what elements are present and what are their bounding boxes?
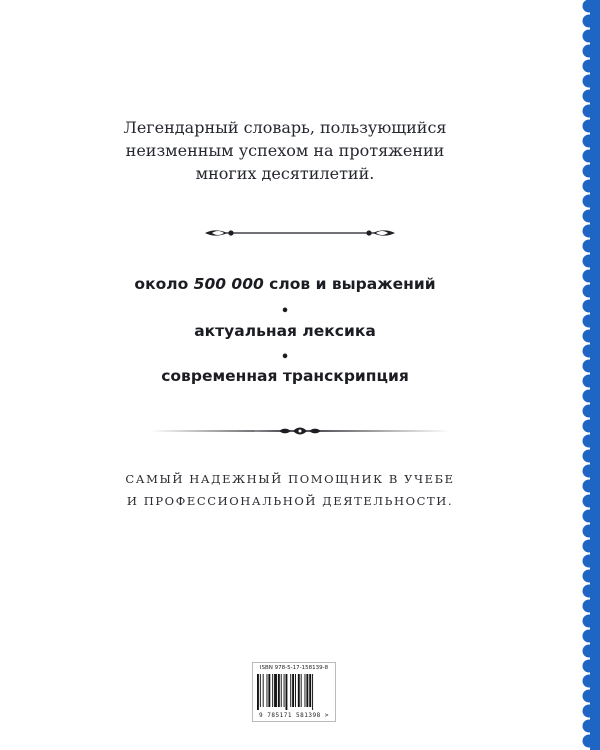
scallop <box>583 630 596 643</box>
scallop <box>583 645 596 658</box>
intro-line-2: неизменным успехом на протяжении <box>125 141 445 160</box>
scallop <box>583 180 596 193</box>
barcode-bar <box>286 674 288 710</box>
scallop <box>583 120 596 133</box>
barcode-bar <box>263 674 264 707</box>
intro-line-1: Легендарный словарь, пользующийся <box>123 118 447 137</box>
scallop <box>583 600 596 613</box>
barcode-bar <box>272 674 273 707</box>
barcode-bar <box>301 674 302 707</box>
barcode-bar <box>298 674 300 707</box>
slogan-line-2: И ПРОФЕССИОНАЛЬНОЙ ДЕЯТЕЛЬНОСТИ. <box>126 494 454 508</box>
barcode-digits: 9 785171 581398 > <box>259 712 329 719</box>
scallop <box>583 30 596 43</box>
scallop <box>583 60 596 73</box>
scallop <box>583 345 596 358</box>
scallop <box>583 555 596 568</box>
barcode-bar <box>292 674 294 707</box>
barcode-bar <box>268 674 270 707</box>
scallop <box>583 210 596 223</box>
slogan <box>60 468 520 512</box>
scallop <box>583 675 596 688</box>
scallop <box>583 405 596 418</box>
barcode-bar <box>295 674 296 707</box>
scallop <box>583 135 596 148</box>
scallop <box>583 270 596 283</box>
scallop <box>583 465 596 478</box>
scallop <box>583 735 596 748</box>
barcode-bar <box>274 674 277 707</box>
feature-bullet-2: • <box>280 350 290 365</box>
scallop <box>583 165 596 178</box>
barcode-bar <box>309 674 311 707</box>
feature-lexicon: актуальная лексика <box>194 322 376 340</box>
barcode-bars <box>257 674 331 710</box>
ornament-divider-bottom <box>0 423 600 439</box>
barcode-bar <box>260 674 261 707</box>
barcode-bar <box>306 674 308 707</box>
scallop <box>583 570 596 583</box>
feature-word-count: около 500 000 слов и выражений <box>134 275 436 293</box>
barcode-bar <box>281 674 282 707</box>
scallop <box>583 525 596 538</box>
scallop <box>583 540 596 553</box>
barcode-bar <box>284 674 285 707</box>
scallop <box>583 285 596 298</box>
word-count-number: 500 000 <box>193 275 264 293</box>
scallop <box>583 720 596 733</box>
scallop <box>583 75 596 88</box>
isbn-number: ISBN 978-5-17-158139-8 <box>259 665 329 671</box>
scallop <box>583 0 596 13</box>
scallop <box>583 495 596 508</box>
scallop <box>583 240 596 253</box>
scallop <box>583 330 596 343</box>
scallop <box>583 15 596 28</box>
scallop <box>583 510 596 523</box>
intro-line-3: многих десятилетий. <box>195 164 375 183</box>
scallop <box>583 615 596 628</box>
scallop <box>583 300 596 313</box>
feature-bullet-1: • <box>280 304 290 319</box>
scallop <box>583 585 596 598</box>
scallop <box>583 195 596 208</box>
scallop <box>583 390 596 403</box>
barcode-bar <box>305 674 306 707</box>
scallop <box>583 105 596 118</box>
scallop <box>583 690 596 703</box>
scallop <box>583 315 596 328</box>
scallop <box>583 375 596 388</box>
scallop <box>583 90 596 103</box>
feature-transcription: современная транскрипция <box>161 367 409 385</box>
scallop <box>583 45 596 58</box>
barcode-bar <box>278 674 280 707</box>
ornament-divider-top <box>0 226 600 240</box>
barcode-bar <box>312 674 313 710</box>
barcode-bar <box>267 674 268 707</box>
scallop <box>583 660 596 673</box>
slogan-line-1: САМЫЙ НАДЕЖНЫЙ ПОМОЩНИК В УЧЕБЕ <box>125 472 455 486</box>
scalloped-edge-decoration <box>578 0 600 750</box>
isbn-barcode <box>252 662 336 722</box>
scallop <box>583 360 596 373</box>
scallop <box>583 255 596 268</box>
barcode-bar <box>290 674 291 707</box>
intro-paragraph <box>95 116 475 185</box>
scallop <box>583 150 596 163</box>
barcode-bar <box>257 674 259 710</box>
scallop <box>583 450 596 463</box>
scallop <box>583 480 596 493</box>
scallop <box>583 705 596 718</box>
